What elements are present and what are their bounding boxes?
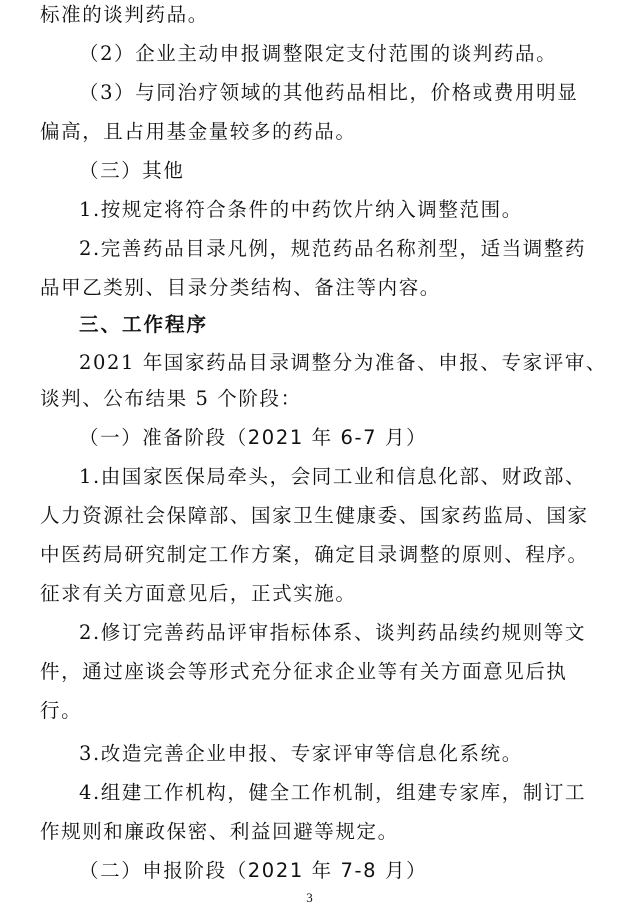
text-line: 行。 — [40, 699, 83, 722]
text-line: 中医药局研究制定工作方案，确定目录调整的原则、程序。 — [40, 543, 589, 566]
text-line: 品甲乙类别、目录分类结构、备注等内容。 — [40, 276, 441, 299]
text-line: 件，通过座谈会等形式充分征求企业等有关方面意见后执 — [40, 660, 568, 683]
text-line: 标准的谈判药品。 — [40, 3, 209, 26]
list-item-3: 3.改造完善企业申报、专家评审等信息化系统。 — [79, 742, 523, 765]
section-heading-work-procedure: 三、工作程序 — [79, 313, 209, 336]
subsection-heading-other: （三）其他 — [79, 159, 185, 182]
page-number: 3 — [306, 890, 313, 905]
list-item-4: 4.组建工作机构，健全工作机制，组建专家库，制订工 — [79, 781, 587, 804]
paragraph-line: 2021 年国家药品目录调整分为准备、申报、专家评审、 — [79, 351, 608, 374]
subsection-heading-preparation: （一）准备阶段（2021 年 6-7 月） — [79, 426, 428, 449]
subsection-heading-application: （二）申报阶段（2021 年 7-8 月） — [79, 859, 428, 882]
text-line: 征求有关方面意见后，正式实施。 — [40, 582, 357, 605]
text-line: 谈判、公布结果 5 个阶段： — [40, 387, 302, 410]
list-item-2: 2.完善药品目录凡例，规范药品名称剂型，适当调整药 — [79, 237, 587, 260]
list-item-2: （2）企业主动申报调整限定支付范围的谈判药品。 — [79, 42, 558, 65]
list-item-3: （3）与同治疗领域的其他药品相比，价格或费用明显 — [79, 81, 579, 104]
list-item-1: 1.按规定将符合条件的中药饮片纳入调整范围。 — [79, 198, 523, 221]
list-item-2: 2.修订完善药品评审指标体系、谈判药品续约规则等文 — [79, 621, 587, 644]
text-line: 人力资源社会保障部、国家卫生健康委、国家药监局、国家 — [40, 504, 589, 527]
text-line: 作规则和廉政保密、利益回避等规定。 — [40, 820, 399, 843]
text-line: 偏高，且占用基金量较多的药品。 — [40, 120, 357, 143]
list-item-1: 1.由国家医保局牵头，会同工业和信息化部、财政部、 — [79, 465, 587, 488]
